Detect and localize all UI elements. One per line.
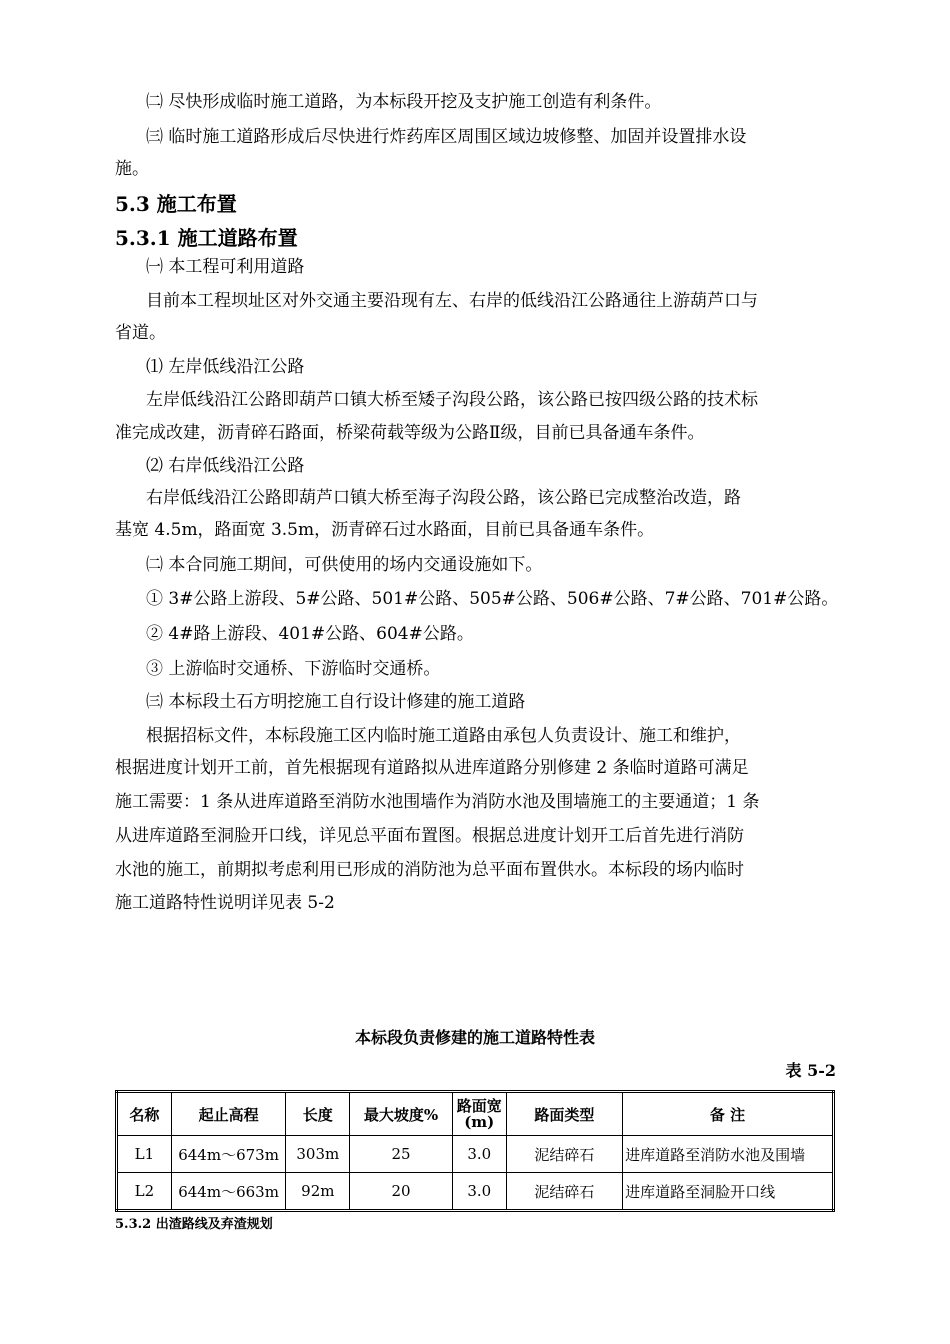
cell-elevation: 644m～673m (171, 1136, 286, 1173)
cell-length: 303m (286, 1136, 350, 1173)
paragraph-traffic-line-1: 目前本工程坝址区对外交通主要沿现有左、右岸的低线沿江公路通往上游葫芦口与 (146, 291, 758, 311)
paragraph-3-line-2: 施。 (115, 159, 149, 179)
paragraph-2-line: ㈡ 尽快形成临时施工道路，为本标段开挖及支护施工创造有利条件。 (146, 92, 662, 112)
item-site-traffic: ㈡ 本合同施工期间，可供使用的场内交通设施如下。 (146, 555, 543, 575)
cell-road-width: 3.0 (452, 1136, 506, 1173)
paragraph-traffic-line-2: 省道。 (115, 323, 166, 343)
list-item-3: ③ 上游临时交通桥、下游临时交通桥。 (146, 659, 441, 679)
item-left-bank-road: ⑴ 左岸低线沿江公路 (146, 357, 305, 377)
paragraph-bid-line-1: 根据招标文件，本标段施工区内临时施工道路由承包人负责设计、施工和维护， (146, 726, 741, 746)
list-item-2: ② 4#路上游段、401#公路、604#公路。 (146, 624, 474, 644)
cell-surface-type: 泥结碎石 (506, 1173, 622, 1211)
cell-max-slope: 20 (350, 1173, 453, 1211)
table-row (117, 1136, 834, 1173)
paragraph-right-bank-line-1: 右岸低线沿江公路即葫芦口镇大桥至海子沟段公路，该公路已完成整治改造，路 (146, 488, 741, 508)
cell-remarks: 进库道路至消防水池及围墙 (623, 1136, 834, 1173)
paragraph-left-bank-line-2: 准完成改建，沥青碎石路面，桥梁荷载等级为公路Ⅱ级，目前已具备通车条件。 (115, 423, 705, 443)
section-heading-5-3-2: 5.3.2 出渣路线及弃渣规划 (115, 1217, 273, 1232)
paragraph-right-bank-line-2: 基宽 4.5m，路面宽 3.5m，沥青碎石过水路面，目前已具备通车条件。 (115, 520, 655, 540)
item-available-roads: ㈠ 本工程可利用道路 (146, 257, 305, 277)
cell-elevation: 644m～663m (171, 1173, 286, 1211)
cell-surface-type: 泥结碎石 (506, 1136, 622, 1173)
header-surface-type: 路面类型 (506, 1092, 622, 1136)
cell-max-slope: 25 (350, 1136, 453, 1173)
header-name: 名称 (117, 1092, 172, 1136)
header-road-width: 路面宽(m) (452, 1092, 506, 1136)
cell-road-width: 3.0 (452, 1173, 506, 1211)
paragraph-bid-line-6: 施工道路特性说明详见表 5-2 (115, 893, 335, 913)
header-elevation: 起止高程 (171, 1092, 286, 1136)
table-row (117, 1173, 834, 1211)
paragraph-bid-line-4: 从进库道路至洞脸开口线，详见总平面布置图。根据总进度计划开工后首先进行消防 (115, 826, 744, 846)
table-number: 表 5-2 (785, 1061, 836, 1080)
item-self-built-roads: ㈢ 本标段土石方明挖施工自行设计修建的施工道路 (146, 692, 526, 712)
paragraph-bid-line-5: 水池的施工，前期拟考虑利用已形成的消防池为总平面布置供水。本标段的场内临时 (115, 860, 744, 880)
list-item-1: ① 3#公路上游段、5#公路、501#公路、505#公路、506#公路、7#公路、701#公路。 (146, 589, 839, 609)
road-spec-table (115, 1090, 835, 1212)
paragraph-left-bank-line-1: 左岸低线沿江公路即葫芦口镇大桥至矮子沟段公路，该公路已按四级公路的技术标 (146, 390, 758, 410)
cell-length: 92m (286, 1173, 350, 1211)
paragraph-bid-line-2: 根据进度计划开工前，首先根据现有道路拟从进库道路分别修建 2 条临时道路可满足 (115, 758, 749, 778)
header-remarks: 备 注 (623, 1092, 834, 1136)
section-heading-5-3-1: 5.3.1 施工道路布置 (115, 226, 298, 250)
table-caption: 本标段负责修建的施工道路特性表 (354, 1028, 595, 1047)
header-length: 长度 (286, 1092, 350, 1136)
item-right-bank-road: ⑵ 右岸低线沿江公路 (146, 456, 305, 476)
section-heading-5-3: 5.3 施工布置 (115, 192, 237, 216)
cell-name: L1 (117, 1136, 172, 1173)
cell-name: L2 (117, 1173, 172, 1211)
header-max-slope: 最大坡度% (350, 1092, 453, 1136)
paragraph-3-line-1: ㈢ 临时施工道路形成后尽快进行炸药库区周围区域边坡修整、加固并设置排水设 (146, 127, 747, 147)
paragraph-bid-line-3: 施工需要：1 条从进库道路至消防水池围墙作为消防水池及围墙施工的主要通道；1 条 (115, 792, 760, 812)
table-header-row (117, 1092, 834, 1136)
cell-remarks: 进库道路至洞脸开口线 (623, 1173, 834, 1211)
